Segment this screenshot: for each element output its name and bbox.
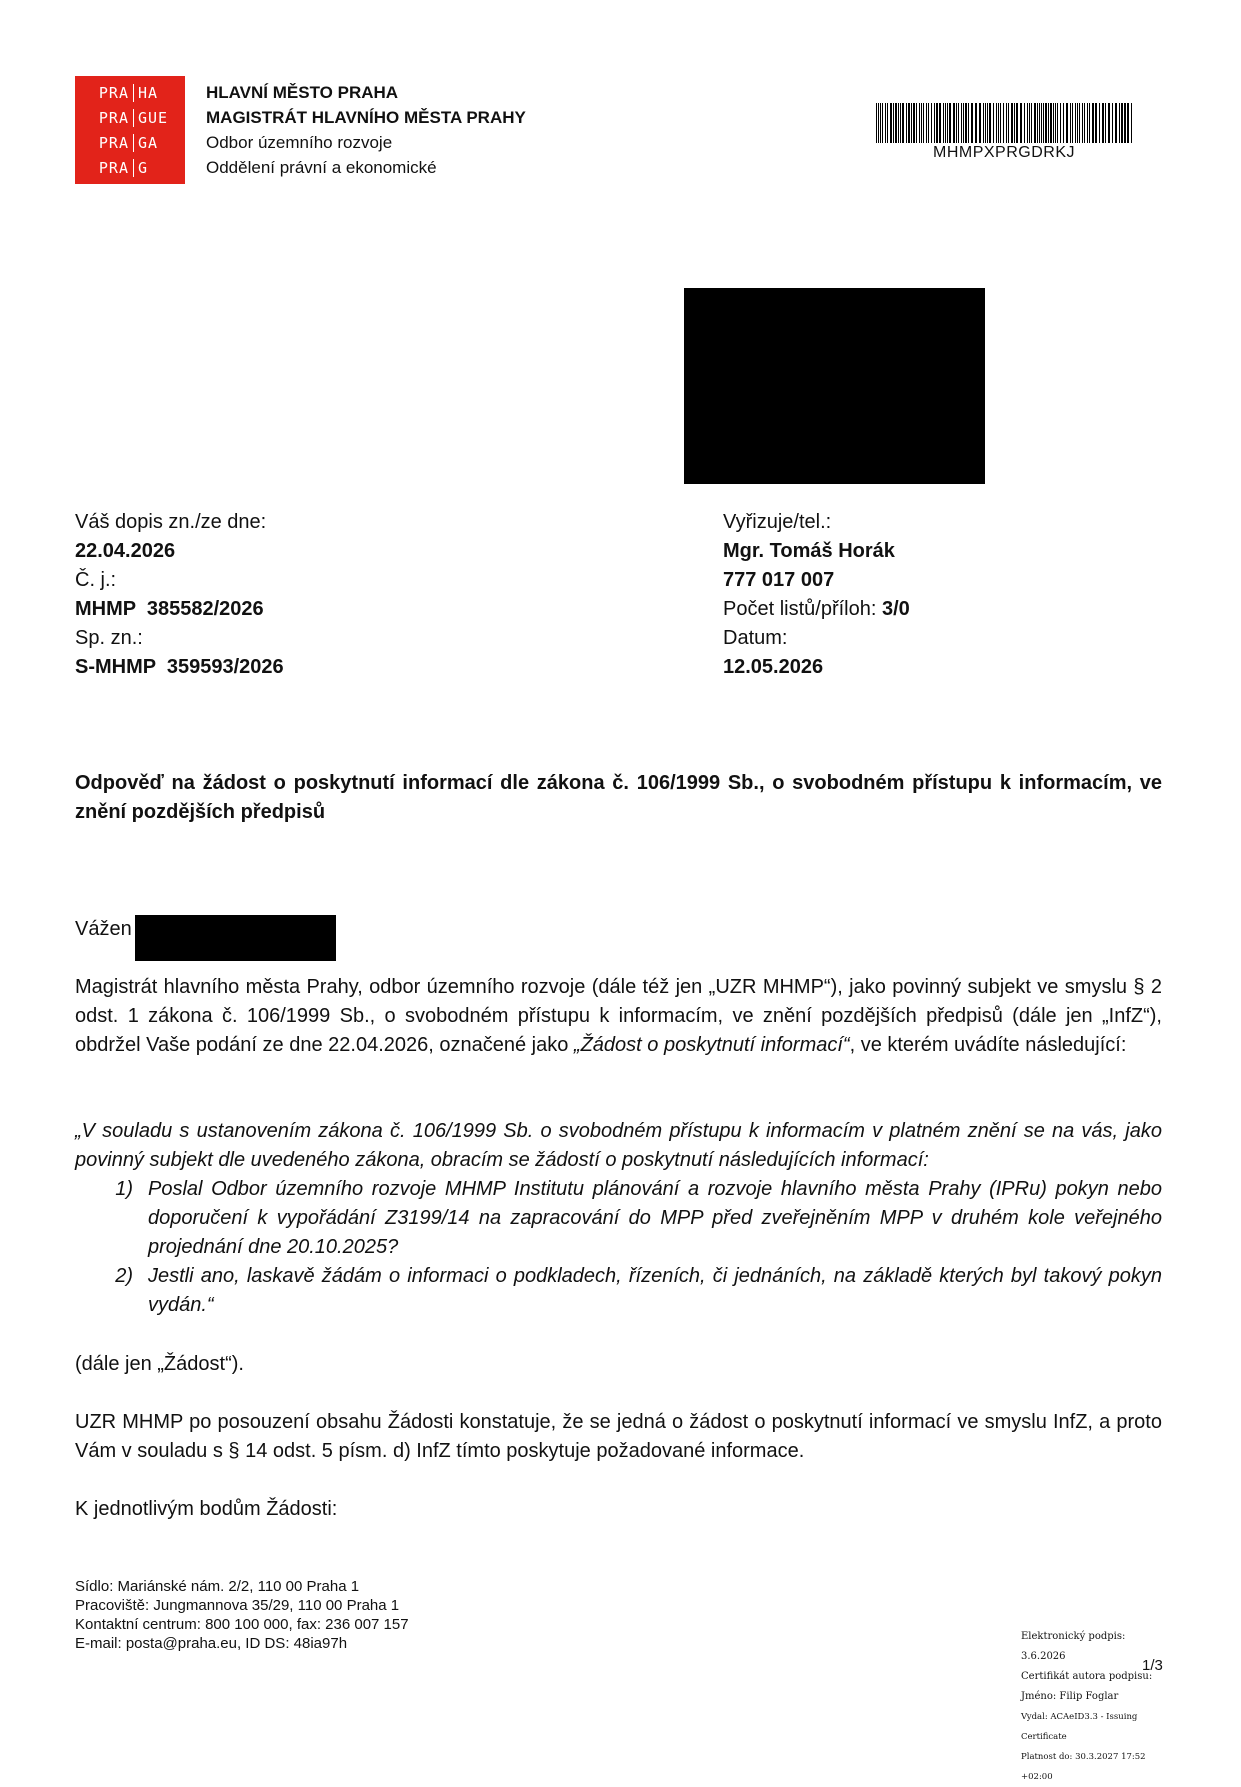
reference-block bbox=[75, 508, 284, 682]
list-item-number: 2) bbox=[115, 1265, 133, 1287]
barcode-bar bbox=[939, 103, 941, 143]
logo-letter-grid bbox=[83, 80, 185, 184]
barcode-bar bbox=[1027, 103, 1028, 143]
sheets-value: 3/0 bbox=[881, 598, 910, 620]
letter-subject: Odpověď na žádost o poskytnutí informací dle zákona č. 106/1999 Sb., o svobodném přístupu k informacím, ve znění pozdějších předpisů bbox=[75, 772, 1162, 823]
barcode-bar bbox=[1112, 103, 1113, 143]
barcode-bar bbox=[1053, 103, 1054, 143]
barcode-bar bbox=[993, 103, 994, 143]
letter-date-value: 22.04.2026 bbox=[75, 540, 176, 562]
logo-text-right: GA bbox=[138, 133, 159, 152]
barcode-bar bbox=[971, 103, 973, 143]
handler-block bbox=[723, 508, 910, 682]
prague-logo bbox=[75, 76, 185, 184]
date-label: Datum: bbox=[723, 627, 788, 649]
page-number: 1/3 bbox=[1142, 1657, 1163, 1674]
barcode-text: MHMPXPRGDRKJ bbox=[932, 144, 1075, 161]
barcode-bar bbox=[1084, 103, 1085, 143]
barcode-bar bbox=[882, 103, 883, 143]
barcode-bar bbox=[1070, 103, 1071, 143]
quote-list bbox=[75, 1175, 1162, 1320]
barcode-bar bbox=[1008, 103, 1009, 143]
barcode-bar bbox=[1031, 103, 1032, 143]
barcode-bar bbox=[928, 103, 929, 143]
barcode-bar bbox=[1020, 103, 1022, 143]
barcode-bar bbox=[1034, 103, 1036, 143]
signature-name: Jméno: Filip Foglar bbox=[1021, 1691, 1119, 1702]
intro-text-b: , ve kterém uvádíte následující: bbox=[849, 1034, 1127, 1056]
barcode-bar bbox=[1043, 103, 1044, 143]
barcode-bar bbox=[956, 103, 957, 143]
footer-seat: Sídlo: Mariánské nám. 2/2, 110 00 Praha 1 bbox=[75, 1578, 360, 1595]
barcode-bar bbox=[913, 103, 915, 143]
salutation: Vážen bbox=[75, 918, 132, 940]
handler-name: Mgr. Tomáš Horák bbox=[723, 540, 895, 562]
quoted-request bbox=[75, 1117, 1162, 1320]
signature-issuer: Vydal: ACAeID3.3 - Issuing Certificate bbox=[1021, 1712, 1138, 1742]
barcode-bar bbox=[876, 103, 877, 143]
org-section: Oddělení právní a ekonomické bbox=[206, 158, 437, 177]
barcode-bar bbox=[936, 103, 938, 143]
cj-label: Č. j.: bbox=[75, 569, 117, 591]
barcode-bar bbox=[1060, 103, 1061, 143]
organization-header bbox=[206, 80, 526, 180]
barcode-bar bbox=[1048, 103, 1049, 143]
barcode-bar bbox=[1115, 103, 1117, 143]
intro-text-a: Magistrát hlavního města Prahy, odbor územního rozvoje (dále též jen „UZR MHMP“), jako povinný subjekt ve smyslu § 2 odst. 1 zákona č. 106/1999 Sb., o svobodném přístupu k informacím, ve znění pozdějších předpisů (dále jen „InfZ“), obdržel Vaše podání ze dne 22.04.2026, označené jako bbox=[75, 976, 1162, 1056]
sheets-label: Počet listů/příloh: bbox=[723, 598, 882, 620]
org-name-magistrate: MAGISTRÁT HLAVNÍHO MĚSTA PRAHY bbox=[206, 108, 526, 127]
barcode-bar bbox=[958, 103, 959, 143]
barcode-bar bbox=[945, 103, 946, 143]
intro-paragraph bbox=[75, 973, 1162, 1060]
barcode-bar bbox=[1105, 103, 1106, 143]
barcode-bar bbox=[1102, 103, 1104, 143]
barcode-bar bbox=[1092, 103, 1094, 143]
barcode-bar bbox=[926, 103, 927, 143]
logo-row bbox=[83, 155, 185, 180]
org-name-city: HLAVNÍ MĚSTO PRAHA bbox=[206, 83, 399, 102]
logo-text-left: PRA bbox=[83, 84, 134, 102]
logo-text-left: PRA bbox=[83, 109, 134, 127]
logo-text-right: G bbox=[138, 158, 149, 177]
barcode-bar bbox=[989, 103, 991, 143]
signature-validity: Platnost do: 30.3.2027 17:52 +02:00 bbox=[1021, 1752, 1146, 1782]
barcode-bar bbox=[916, 103, 917, 143]
barcode-bar bbox=[1037, 103, 1038, 143]
barcode-bar bbox=[996, 103, 997, 143]
barcode-bar bbox=[961, 103, 962, 143]
barcode-bar bbox=[931, 103, 932, 143]
signature-cert-label: Certifikát autora podpisu: bbox=[1021, 1671, 1153, 1682]
barcode-bar bbox=[1016, 103, 1018, 143]
barcode-bar bbox=[1095, 103, 1097, 143]
barcode-bar bbox=[1000, 103, 1001, 143]
cj-value: MHMP 385582/2026 bbox=[75, 598, 264, 620]
barcode-bar bbox=[1063, 103, 1064, 143]
barcode-bar bbox=[1079, 103, 1080, 143]
barcode-bar bbox=[902, 103, 904, 143]
points-heading: K jednotlivým bodům Žádosti: bbox=[75, 1498, 338, 1520]
barcode-bar bbox=[963, 103, 964, 143]
quote-intro: „V souladu s ustanovením zákona č. 106/1999 Sb. o svobodném přístupu k informacím v platném znění se na vás, jako povinný subjekt dle uvedeného zákona, obracím se žádostí o poskytnutí následujících informací: bbox=[75, 1120, 1162, 1171]
barcode-bar bbox=[1029, 103, 1030, 143]
barcode-bar bbox=[1077, 103, 1078, 143]
logo-row bbox=[83, 80, 185, 105]
barcode-bar bbox=[968, 103, 969, 143]
barcode-bar bbox=[1082, 103, 1083, 143]
barcode-bar bbox=[880, 103, 881, 143]
barcode-bar bbox=[1057, 103, 1058, 143]
intro-text-italic: „Žádost o poskytnutí informací“ bbox=[573, 1034, 850, 1056]
barcode-bar bbox=[985, 103, 986, 143]
barcode-bar bbox=[1124, 103, 1126, 143]
barcode-bar bbox=[1045, 103, 1047, 143]
handler-label: Vyřizuje/tel.: bbox=[723, 511, 832, 533]
barcode-bar bbox=[1055, 103, 1056, 143]
barcode-bar bbox=[923, 103, 924, 143]
logo-row bbox=[83, 130, 185, 155]
sheets-line bbox=[723, 595, 910, 624]
barcode-bar bbox=[1050, 103, 1052, 143]
barcode-bar bbox=[898, 103, 899, 143]
spzn-value: S-MHMP 359593/2026 bbox=[75, 656, 284, 678]
barcode-bar bbox=[943, 103, 944, 143]
barcode-bar bbox=[1006, 103, 1007, 143]
barcode-bar bbox=[921, 103, 922, 143]
barcode-bar bbox=[987, 103, 988, 143]
barcode-bar bbox=[1089, 103, 1090, 143]
logo-text-right: HA bbox=[138, 83, 159, 102]
footer-contact-center: Kontaktní centrum: 800 100 000, fax: 236 007 157 bbox=[75, 1616, 409, 1633]
barcode-bar bbox=[908, 103, 910, 143]
barcode-bar bbox=[1087, 103, 1088, 143]
barcode-bar bbox=[953, 103, 955, 143]
barcode-bar bbox=[1099, 103, 1100, 143]
barcode-bar bbox=[1024, 103, 1025, 143]
barcode-bar bbox=[998, 103, 999, 143]
barcode-bar bbox=[1119, 103, 1120, 143]
barcode-bar bbox=[906, 103, 907, 143]
barcode-bar bbox=[885, 103, 886, 143]
assessment-paragraph: UZR MHMP po posouzení obsahu Žádosti konstatuje, že se jedná o žádost o poskytnutí informací ve smyslu InfZ, a proto Vám v souladu s § 14 odst. 5 písm. d) InfZ tímto poskytuje požadované informace. bbox=[75, 1411, 1162, 1462]
list-item-text: Jestli ano, laskavě žádám o informaci o podkladech, řízeních, či jednáních, na základě kterých byl takový pokyn vydán.“ bbox=[148, 1265, 1162, 1316]
logo-text-right: GUE bbox=[138, 108, 169, 127]
barcode-bar bbox=[975, 103, 977, 143]
barcode-bar bbox=[911, 103, 912, 143]
redacted-recipient-address bbox=[684, 288, 985, 484]
barcode-bar bbox=[1003, 103, 1004, 143]
barcode-bar bbox=[934, 103, 935, 143]
barcode-bar bbox=[965, 103, 967, 143]
barcode-bar bbox=[1072, 103, 1073, 143]
list-item-number: 1) bbox=[115, 1178, 133, 1200]
logo-text-left: PRA bbox=[83, 159, 134, 177]
logo-row bbox=[83, 105, 185, 130]
handler-phone: 777 017 007 bbox=[723, 569, 835, 591]
barcode-bar bbox=[1041, 103, 1042, 143]
spzn-label: Sp. zn.: bbox=[75, 627, 143, 649]
barcode-bar bbox=[919, 103, 920, 143]
barcode-bar bbox=[900, 103, 901, 143]
footer-workplace: Pracoviště: Jungmannova 35/29, 110 00 Praha 1 bbox=[75, 1597, 400, 1614]
footer-contacts bbox=[75, 1577, 409, 1653]
barcode-bar bbox=[983, 103, 984, 143]
barcode-bar bbox=[878, 103, 879, 143]
barcode-bar bbox=[1075, 103, 1076, 143]
barcode bbox=[876, 103, 1132, 143]
signature-date: Elektronický podpis: 3.6.2026 bbox=[1021, 1631, 1126, 1662]
logo-text-left: PRA bbox=[83, 134, 134, 152]
barcode-bar bbox=[949, 103, 951, 143]
list-item-text: Poslal Odbor územního rozvoje MHMP Institutu plánování a rozvoje hlavního města Prahy (IPRu) pokyn nebo doporučení k vypořádání Z3199/14 na zapracování do MPP před zveřejněním MPP v druhém kole veřejného projednání dne 20.10.2025? bbox=[148, 1178, 1162, 1258]
barcode-bar bbox=[893, 103, 894, 143]
barcode-bar bbox=[1039, 103, 1040, 143]
barcode-bar bbox=[947, 103, 948, 143]
letter-date-label: Váš dopis zn./ze dne: bbox=[75, 511, 267, 533]
list-item bbox=[75, 1262, 1162, 1320]
date-value: 12.05.2026 bbox=[723, 656, 824, 678]
list-item bbox=[75, 1175, 1162, 1262]
barcode-bar bbox=[887, 103, 888, 143]
barcode-bar bbox=[1108, 103, 1110, 143]
barcode-bar bbox=[895, 103, 897, 143]
electronic-signature bbox=[1021, 1627, 1171, 1787]
barcode-bar bbox=[1127, 103, 1129, 143]
barcode-bar bbox=[1011, 103, 1013, 143]
barcode-bar bbox=[1121, 103, 1123, 143]
barcode-bar bbox=[1014, 103, 1015, 143]
footer-email: E-mail: posta@praha.eu, ID DS: 48ia97h bbox=[75, 1635, 348, 1652]
org-department: Odbor územního rozvoje bbox=[206, 133, 393, 152]
barcode-bar bbox=[979, 103, 981, 143]
barcode-bar bbox=[1131, 103, 1132, 143]
barcode-bar bbox=[1066, 103, 1068, 143]
barcode-bar bbox=[890, 103, 892, 143]
request-alias: (dále jen „Žádost“). bbox=[75, 1353, 244, 1375]
redacted-recipient-name bbox=[135, 915, 336, 961]
